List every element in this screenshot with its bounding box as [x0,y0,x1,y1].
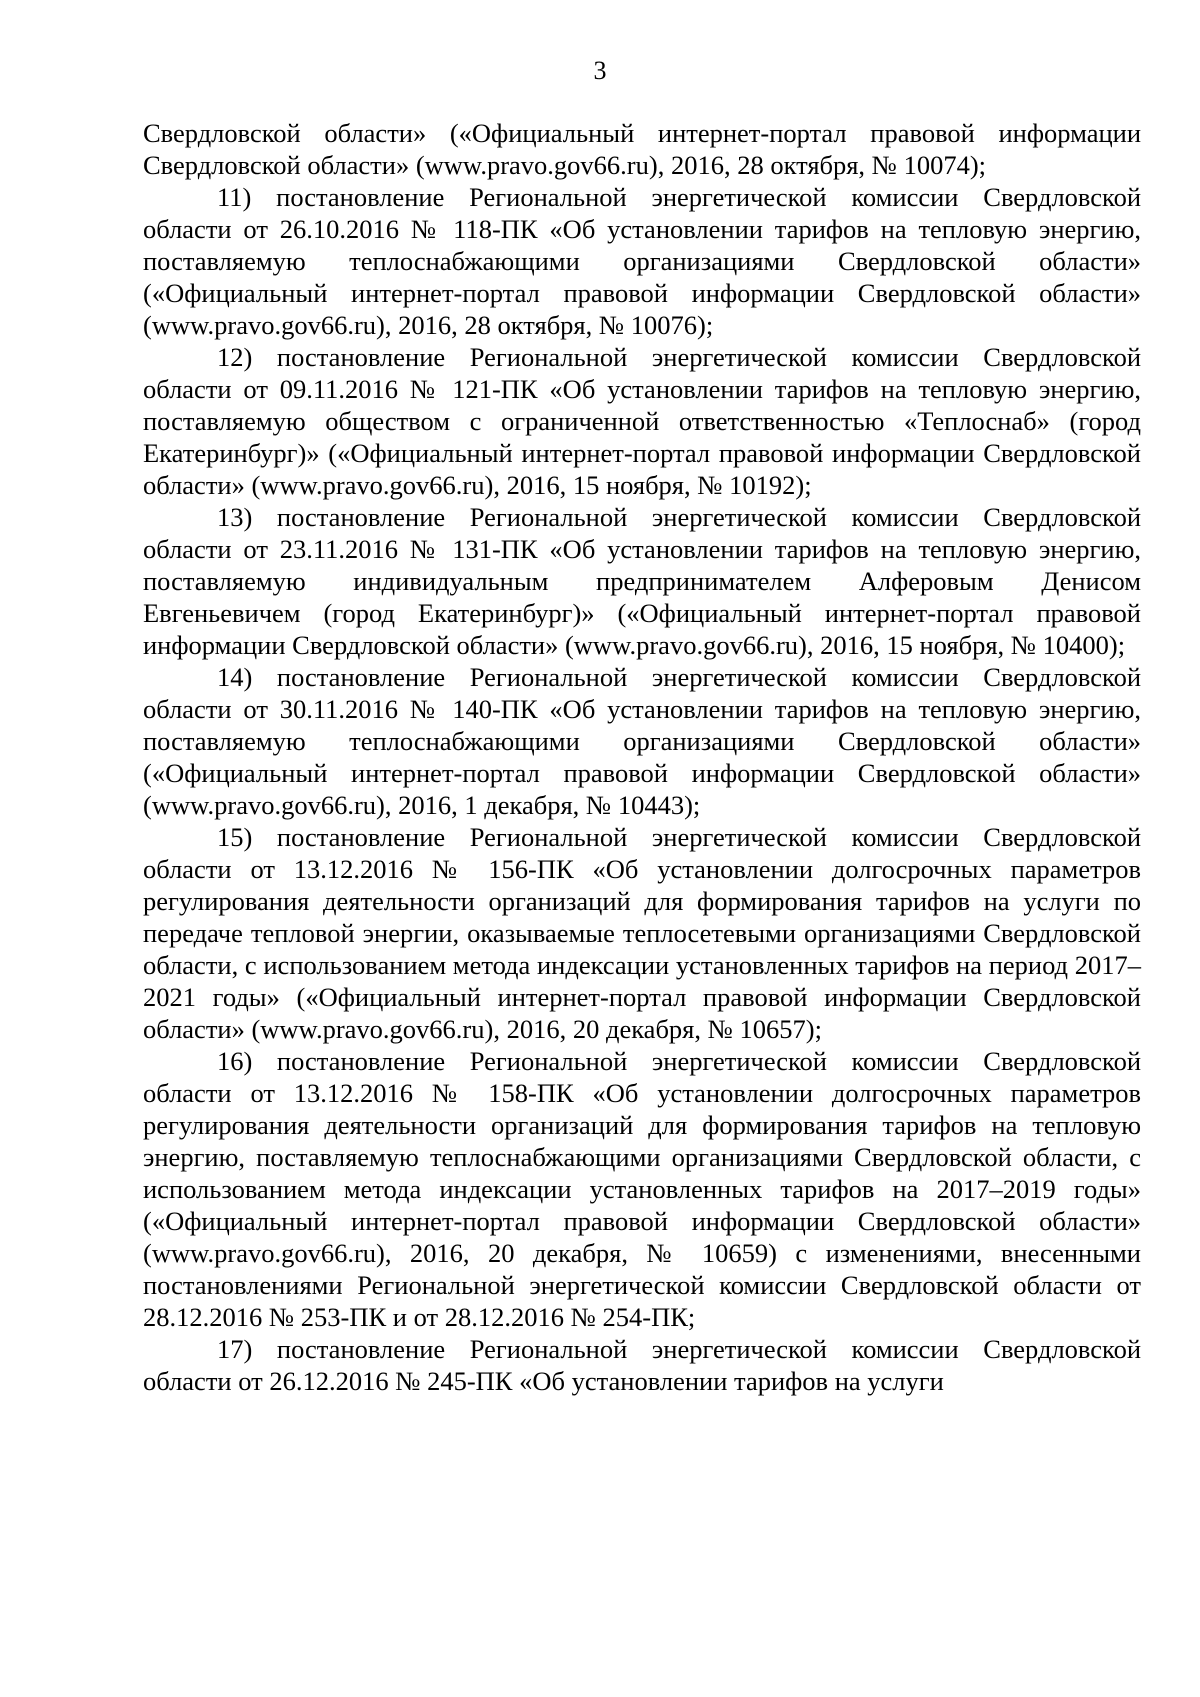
document-body [143,117,1141,1397]
page-number: 3 [593,56,607,85]
list-item-11: 11) постановление Региональной энергетической комиссии Свердловской области от 26.10.2016 № 118-ПК «Об установлении тарифов на тепловую энергию, поставляемую теплоснабжающими организациями Свердловской области» («Официальный интернет-портал правовой информации Свердловской области» (www.pravo.gov66.ru), 2016, 28 октября, № 10076); [143,182,1141,340]
list-item-12: 12) постановление Региональной энергетической комиссии Свердловской области от 09.11.2016 № 121-ПК «Об установлении тарифов на тепловую энергию, поставляемую обществом с ограниченной ответственностью «Теплоснаб» (город Екатеринбург)» («Официальный интернет-портал правовой информации Свердловской области» (www.pravo.gov66.ru), 2016, 15 ноября, № 10192); [143,342,1141,500]
list-item-14: 14) постановление Региональной энергетической комиссии Свердловской области от 30.11.2016 № 140-ПК «Об установлении тарифов на тепловую энергию, поставляемую теплоснабжающими организациями Свердловской области» («Официальный интернет-портал правовой информации Свердловской области» (www.pravo.gov66.ru), 2016, 1 декабря, № 10443); [143,662,1141,820]
list-item-15: 15) постановление Региональной энергетической комиссии Свердловской области от 13.12.2016 № 156-ПК «Об установлении долгосрочных параметров регулирования деятельности организаций для формирования тарифов на услуги по передаче тепловой энергии, оказываемые теплосетевыми организациями Свердловской области, с использованием метода индексации установленных тарифов на период 2017–2021 годы» («Официальный интернет-портал правовой информации Свердловской области» (www.pravo.gov66.ru), 2016, 20 декабря, № 10657); [143,822,1141,1044]
list-item-13: 13) постановление Региональной энергетической комиссии Свердловской области от 23.11.2016 № 131-ПК «Об установлении тарифов на тепловую энергию, поставляемую индивидуальным предпринимателем Алферовым Денисом Евгеньевичем (город Екатеринбург)» («Официальный интернет-портал правовой информации Свердловской области» (www.pravo.gov66.ru), 2016, 15 ноября, № 10400); [143,502,1141,660]
paragraph-continuation: Свердловской области» («Официальный интернет-портал правовой информации Свердловской области» (www.pravo.gov66.ru), 2016, 28 октября, № 10074); [143,118,1141,180]
list-item-17: 17) постановление Региональной энергетической комиссии Свердловской области от 26.12.2016 № 245-ПК «Об установлении тарифов на услуги [143,1334,1141,1396]
list-item-16: 16) постановление Региональной энергетической комиссии Свердловской области от 13.12.2016 № 158-ПК «Об установлении долгосрочных параметров регулирования деятельности организаций для формирования тарифов на тепловую энергию, поставляемую теплоснабжающими организациями Свердловской области, с использованием метода индексации установленных тарифов на 2017–2019 годы» («Официальный интернет-портал правовой информации Свердловской области» (www.pravo.gov66.ru), 2016, 20 декабря, № 10659) с изменениями, внесенными постановлениями Региональной энергетической комиссии Свердловской области от 28.12.2016 № 253-ПК и от 28.12.2016 № 254-ПК; [143,1046,1141,1332]
